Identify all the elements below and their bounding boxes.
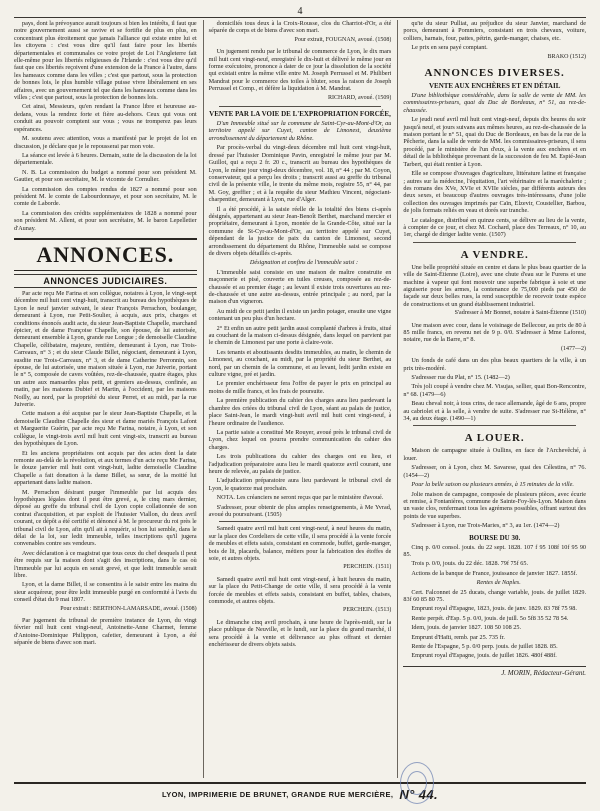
col1-last-paragraph: Par jugement du tribunal de première instance de Lyon, du vingt février mil huit cent vingt-neuf, Antoinette-Anne Charmet, femme d'Antoine-Dominique Philippon, cafetier, demeurant à Lyon, a été séparée de biens d'avec son mari. bbox=[14, 617, 197, 647]
judiciaire-paragraph: Avec déclaration à ce magistrat que tous ceux du chef desquels il peut être requis sur la maison dont s'agit des inscriptions, dans le cas où l'immeuble par lui acquis en serait grevé, et que ledit immeuble serait libre. bbox=[14, 549, 197, 579]
vente-subtitle: D'un Immeuble situé sur la commune de Saint-Cyr-au-Mont-d'Or, au territoire appelé sur Cuyet, canton de Limonest, deuxième arrondissement du département du Rhône. bbox=[208, 120, 392, 142]
diverses-paragraph: D'une bibliothèque considérable, dans la salle de vente de MM. les commissaires-priseurs, quai du Duc de Bordeaux, n° 51, au rez-de-chaussée. bbox=[403, 92, 587, 114]
vendre-paragraph: Une belle propriété située en centre et dans le plus beau quartier de la ville de Saint-Étienne (Loire), avec une chute d'eau sur le Furens et une machine à vapeur qui font mouvoir une superbe fabrique à soie et une aiguiserie pour les armes, la contenance de 75,000 pieds par 450 de façade sur deux belles rues, la rend susceptible de recevoir toute espèce de constructions et un grand établissement industriel. bbox=[403, 263, 587, 308]
library-stamp-icon bbox=[400, 762, 434, 804]
vente-heading: VENTE PAR LA VOIE DE L'EXPROPRIATION FORCÉE, bbox=[209, 110, 391, 119]
top-rule bbox=[14, 17, 586, 18]
columns bbox=[14, 20, 586, 778]
col2-paragraph: Un jugement rendu par le tribunal de commerce de Lyon, le dix mars mil huit cent vingt-neuf, enregistré le dix-huit et délivré le même jour en forme exécutoire, prononce à dater de ce jour la dissolution de la société qui existait entre la même ville entre M. Joseph Perrussel et M. Philibert Mandrat pour le commerce des toiles à bluter, sous la raison de Joseph Perrussel et Comp., et défère la liquidation à M. Mandrat. bbox=[208, 48, 392, 93]
col2-final-paragraph: Le dimanche cinq avril prochain, à une heure de l'après-midi, sur la place publique de Neuville, et le lundi, sur la place du grand marché, il sera procédé à la vente et délivrance au plus offrant et dernier enchérisseur de divers objets saisis. bbox=[208, 618, 392, 649]
vente-paragraph: 2° Et enfin un autre petit jardin aussi complanté d'arbres à fruits, situé au couchant de la maison ci-dessus désignée, dans lequel on parvient par le chemin de Limonest par une porte à claire-voie. bbox=[208, 324, 392, 347]
divider bbox=[413, 425, 576, 426]
vente-note: NOTA. Les créanciers ne seront reçus que par le ministère d'avoué. bbox=[216, 494, 384, 502]
judiciaires-heading: ANNONCES JUDICIAIRES. bbox=[14, 274, 197, 288]
page-number: 4 bbox=[297, 6, 303, 17]
bourse-line: Actions de la banque de France, jouissance de janvier 1827. 1855f. bbox=[411, 569, 578, 577]
col2-final-paragraph: Samedi quatre avril mil huit cent vingt-neuf, à neuf heures du matin, sur la place des Cordeliers de cette ville, il sera procédé à la vente forcée de meubles et effets saisis, consistant en commode, buffet, garde-manger, bois de lit, placards, balance, métiers pour la fabrication des étoffes de soie, et autres objets. bbox=[208, 525, 392, 562]
imprint-text: LYON, IMPRIMERIE DE BRUNET, GRANDE RUE MERCIÈRE, bbox=[161, 790, 394, 799]
bourse-line: Idem, jouis. de janvier 1827. 108 50 108 25. bbox=[411, 624, 521, 632]
newspaper-page bbox=[14, 6, 586, 804]
judiciaire-paragraph: Lyon, et la dame Billet, il se consentira à le saisir entre les mains du sieur acquéreur, pour être ledit immeuble purgé en conformité à l'avis du conseil d'état du 9 mai 1807. bbox=[14, 581, 197, 604]
imprint-line bbox=[14, 787, 586, 802]
vendre-paragraph: Une maison avec cour, dans le voisinage de Bellecour, au prix de 80 à 85 mille francs, en revenu net de 9 p. 0/0. S'adresser à Mme Laforest, notaire, rue de la Barre, n° 8. bbox=[403, 321, 587, 344]
judiciaire-paragraph: M. Perrachon désirant purger l'immeuble par lui acquis des hypothèques légales dont il peut être grevé, a, le cinq mars dernier, déposé au greffe du tribunal civil de Lyon copie collationnée de son contrat d'acquisition, et par exploit de l'huissier Viallon, du deux avril courant, ce dépôt a été certifié et dénoncé à M. le procureur du roi près le tribunal civil de Lyon, afin qu'il ait à requérir, si bon lui semble, dans le délai de la loi, sur ledit immeuble, telles inscriptions qu'il jugera convenables contre ses vendeurs. bbox=[14, 488, 197, 548]
col1-paragraph: Cet ainsi, Messieurs, qu'en rendant la France libre et heureuse au-dedans, vous la rendrez forte et fière au-dehors. Ceux qui vous ont conduit au pouvoir comptent sur vous ; vous ne tromperez pas leurs espérances. bbox=[14, 103, 197, 133]
column-2 bbox=[203, 20, 392, 778]
vente-paragraph: L'immeuble saisi consiste en une maison de maître construite en maçonnerie et pisé, couverte en tuiles creuses, composée au rez-de-chaussée et au premier étage ; au levant il existe trois ouvertures au rez-de-chaussée et une autre au-dessus, entrée principale ; au nord, par la maison d'un vigneron. bbox=[208, 268, 392, 306]
vente-paragraph: Désignation et confins de l'immeuble saisi : bbox=[249, 259, 359, 267]
louer-paragraph: Maison de campagne située à Oullins, en face de l'Archevêché, à louer. bbox=[403, 447, 587, 462]
vente-paragraph: Au midi de ce petit jardin il existe un jardin potager, ensuite une vigne contenant un peu plus d'un hectare. bbox=[208, 307, 392, 323]
judiciaire-signature: Pour extrait : BERTHON-LAMARSADE, avoué. (1508) bbox=[60, 605, 197, 612]
vendre-signature: S'adresser à Mr Bonnet, notaire à Saint-Étienne (1510) bbox=[454, 310, 587, 317]
vendre-paragraph: S'adresser rue du Plat, n° 15. (1482—2) bbox=[411, 374, 510, 382]
bourse-line: Emprunt d'Haïti, remb. par 25. 735 fr. bbox=[411, 633, 505, 641]
vente-paragraph: Les tenants et aboutissants desdits immeubles, au matin, le chemin de Limonest, au couchant, au midi, par la propriété du sieur Berthet, au nord, par un chemin de la commune, et au levant, ledit jardin existe en culture vigne, pré et jardin. bbox=[208, 348, 392, 379]
judiciaire-paragraph: Cette maison a été acquise par le sieur Jean-Baptiste Chapelle, et la demoiselle Claudine Chapelle des sieur et dame mariés François Lafont et Marguerite Guérin, par acte reçu Me Farina, notaire, à Lyon, et son collègue, le vingt-trois avril mil huit cent vingt-six, transcrit au bureau des hypothèques de Lyon. bbox=[14, 410, 197, 448]
bourse-line: Cinq p. 0/0 consol. jouis. du 22 sept. 1828. 107 f 95 108f 10f 95 90 85. bbox=[403, 543, 587, 558]
louer-paragraph: S'adresser, on à Lyon, chez M. Savarese, quai des Célestins, n° 76. (1454—2) bbox=[403, 464, 587, 479]
vendre-paragraph: Un fonds de café dans un des plus beaux quartiers de la ville, à un prix très-modéré. bbox=[403, 357, 587, 372]
divider bbox=[219, 521, 382, 522]
col2-signature: RICHARD, avoué. (1509) bbox=[328, 94, 392, 101]
col1-paragraph: La commission des comptes rendus de 1827 a nommé pour son président M. le comte de Labourdonnaye, et pour son secrétaire, M. le comte de Laborde. bbox=[14, 185, 197, 208]
col1-paragraph: La commission des crédits supplémentaires de 1828 a nommé pour son président M. Allent, et pour son secrétaire, M. le baron Lepelletier d'Aunay. bbox=[14, 209, 197, 232]
louer-paragraph: Pour la belle saison ou plusieurs années, à 15 minutes de la ville. bbox=[411, 481, 574, 489]
col2-final-signature: PERCHEIN. (1513) bbox=[343, 607, 392, 614]
col2-final-signature: PERCHEIN. (1511) bbox=[343, 564, 392, 571]
diverses-paragraph: Le catalogue, distribué en quinze cents, se délivre au lieu de la vente, à compter de ce jour, et chez M. Cochard, place des Terreaux, n° 10, au 1er, chargé de diriger ladite vente. (1507) bbox=[403, 216, 587, 239]
col2-final-paragraph: Samedi quatre avril mil huit cent vingt-neuf, à huit heures du matin, sur la place du Petit-Change de cette ville, il sera procédé à la vente forcée de meubles et effets saisis, consistant en buffet, tables, chaises, commode, et autres objets. bbox=[208, 575, 392, 606]
divider bbox=[219, 106, 382, 107]
vente-paragraph: Par procès-verbal du vingt-deux décembre mil huit cent vingt-huit, dressé par l'huissier Dominique Pavin, enregistré le même jour par M. Guillot, qui a reçu 2 fr. 20 c., transcrit au bureau des hypothèques de Lyon, le même jour vingt-deux décembre, vol. 18, n° 44 ; par M. Coyon, conservateur, qui a perçu les droits ; transcrit aussi au greffe du tribunal civil de la présente ville, le trente du même mois, registre 55, n° 44, par M. Goy, greffier ; et à la requête du sieur Mathieu Vincent, négociant-charpentier, demeurant à Lyon, rue d'Alger. bbox=[208, 144, 392, 204]
col3-paragraph: qu'te du sieur Pulliat, au préjudice du sieur Janvier, marchand de porcs, demeurant à Pommiers, consistant en trois chevaux, voiture, colliers, harnais, four, pattes, pétrin, garde-manger, chaises, etc. bbox=[403, 20, 587, 42]
col3-signature: BRAKO (1512) bbox=[547, 53, 587, 60]
bourse-line: Cert. Falconnet de 25 ducats, change variable, jouis. de juillet 1829. 83f 60 85 80 75. bbox=[403, 588, 587, 603]
vente-paragraph: Il a été procédé, à la saisie réelle de la totalité des biens ci-après désignés, appartenant au sieur Jean-Benoît Berthet, marchand mercier et propriétaire, demeurant à Lyon, montée de la Grande-Côte, situé sur la commune de St-Cyr-au-Mont-d'Or, au territoire appelé sur Cuyet, dépendant de la justice de paix du canton de Limonest, second arrondissement du département du Rhône, l'immeuble saisi se compose de divers objets détaillés ci-après. bbox=[208, 205, 392, 257]
bourse-line: Rentes de Naples. bbox=[476, 579, 521, 587]
vente-paragraph: La première publication du cahier des charges aura lieu pardevant la chambre des criées du tribunal civil de Lyon, séant au palais de justice, place Saint-Jean, le mardi vingt-huit avril mil huit cent vingt-neuf, à l'heure ordinaire de l'audience. bbox=[208, 397, 392, 427]
annonces-heading: ANNONCES. bbox=[14, 238, 197, 271]
louer-paragraph: S'adresser à Lyon, rue Trois-Maries, n° 3, au 1er. (1474—2) bbox=[411, 522, 560, 530]
diverses-paragraph: Elle se compose d'ouvrages d'agriculture, littérature latine et française ; autres sur la médecine, l'équitation, l'art vétérinaire et la maréchalerie ; des romans des XVe, XVIe et XVIIe siècles, par différents auteurs des deux sexes, et beaucoup d'autres ouvrages très-intéressans, d'une jolie collection des ouvrages imprimés par Caïn, Elzevir, Coustellier, Barbou, de jolis formats reliés en veau et dorés sur tranche. bbox=[403, 170, 587, 215]
judiciaire-paragraph: Par acte reçu Me Farina et son collègue, notaires à Lyon, le vingt-sept décembre mil huit cent vingt-huit, transcrit au bureau des hypothèques de Lyon le neuf janvier suivant, le sieur François Perrachon, boulanger, demeurant à Lyon, rue Petit-Soulier, à acquis, aux prix, charges et conditions énoncés audit acte, du sieur Jean-Baptiste Chapelle, marchand épicier, et de dame Françoise Chapelle, son épouse, de lui autorisée, demeurant ensemble à Lyon, grande rue Longue ; de demoiselle Claudine Chapelle, célibataire, majeure, rentière, demeurant à Lyon, rue Trois-Carreaux, n° 3 ; et du sieur Claude Billet, négociant, demeurant à Lyon, susdite rue Trois-Carreaux, n° 3, et de dame Catherine Perronnin, son épouse, de lui autorisée, une maison située à Lyon, rue Juiverie, portant le n° 5, composée de caves voûtées, rez-de-chaussée, quatre étages, plus un autre aux mansardes plus petit, et greniers au-dessus, confinée, au matin, par les maisons Dubief et Martin, à l'occident, par les maisons Noilly, au nord, par la propriété du sieur Perret, et au midi, par la rue Juiverie. bbox=[14, 289, 197, 409]
judiciaire-paragraph: Et les anciens propriétaires ont acquis par des actes dont la date remonte au-delà de la révolution, et aux termes d'un acte reçu Me Farina, le douze janvier mil huit cent vingt-huit, ladite demoiselle Claudine Chapelle a fait donation à la dame Billet, sa sœur, de la moitié lui appartenant dans ladite maison. bbox=[14, 449, 197, 487]
divider bbox=[413, 242, 576, 243]
column-1 bbox=[14, 20, 197, 778]
editor-signature: J. MORIN, Rédacteur-Gérant. bbox=[403, 666, 586, 677]
vente-note: S'adresser, pour obtenir de plus amples renseignements, à Me Yvrad, avoué du poursuivant. (1505) bbox=[208, 503, 392, 518]
col1-paragraph: M. soutenu avec attention, vous a manifesté par le projet de loi en discussion, je déclare que je le repousserai par mon vote. bbox=[14, 135, 197, 150]
louer-heading: A LOUER. bbox=[464, 432, 525, 445]
bottom-rule bbox=[14, 782, 586, 784]
imprint-number: N° 44. bbox=[399, 787, 439, 802]
column-3 bbox=[397, 20, 586, 778]
vendre-heading: A VENDRE. bbox=[460, 248, 529, 261]
col1-paragraph: La séance est levée à 6 heures. Demain, suite de la discussion de la loi départementale. bbox=[14, 151, 197, 167]
vente-paragraph: Les trois publications du cahier des charges ont eu lieu, et l'adjudication préparatoire aura lieu le mardi quatorze avril courant, une heure de relevée, au palais de justice. bbox=[208, 453, 392, 475]
col2-signature: Pour extrait, FOUGNAN, avoué. (1508) bbox=[294, 36, 392, 43]
bourse-line: Trois p. 0/0, jouis. du 22 déc. 1828. 79f 75f 65. bbox=[411, 560, 528, 568]
bourse-line: Emprunt royal d'Espagne, jouis. de juillet 1826. 480f 488f. bbox=[411, 652, 557, 660]
bourse-line: Emprunt royal d'Espagne, 1823, jouis. de janv. 1829. 83 78f 75 98. bbox=[411, 605, 577, 613]
diverses-paragraph: Le jeudi neuf avril mil huit cent vingt-neuf, depuis dix heures du soir jusqu'à neuf, et jours suivans aux mêmes heures, au rez-de-chaussée de la maison portant le n° 51, quai du Duc de Bordeaux, en bas de la rue de la Pêcherie, dans la salle de vente de MM. les commissaires-priseurs, il sera procédé, par le ministère de l'un d'eux, à la vente aux enchères et en détail de la bibliothèque provenant de la succession de feu M. Espié-Jean Tarbert, qui était rentier à Lyon. bbox=[403, 116, 587, 168]
bourse-line: Rente de l'Espagne, 5 p. 0/0 perp. jouis. de juillet 1828. 85. bbox=[411, 643, 558, 650]
bourse-line: Rente perpét. d'Esp. 5 p. 0/0, jouis. de juill. 5o 5f8 35 52 78 54. bbox=[411, 614, 569, 622]
col2-paragraph: domiciliés tous deux à la Croix-Rousse, clos du Charriot-d'Or, a été séparée de corps et de biens d'avec son mari. bbox=[208, 20, 392, 35]
vendre-paragraph: Très joli coupé à vendre chez M. Visujas, sellier, quai Bon-Rencontre, n° 68. (1479—6) bbox=[403, 383, 587, 398]
vente-paragraph: L'adjudication préparatoire aura lieu pardevant le tribunal civil de Lyon, le quatorze mai prochain. bbox=[208, 477, 392, 492]
vente-paragraph: La partie saisie a constitué Me Rouyer, avoué près le tribunal civil de Lyon, chez lequel on pourra prendre communication du cahier des charges. bbox=[208, 428, 392, 451]
bourse-heading: BOURSE DU 30. bbox=[469, 533, 521, 542]
col1-paragraph: N. B. La commission du budget a nommé pour son président M. Gautier, et pour son secrétaire, M. le vicomte de Cornulier. bbox=[14, 168, 197, 184]
vendre-paragraph: Beau cheval noir, à tous crins, de race allemande, âgé de 6 ans, propre au cabriolet et à la selle, à vendre de suite. S'adresser rue St-Hélène, n° 34, au deux étage. (1490—1) bbox=[403, 400, 587, 423]
col3-paragraph: Le prix en sera payé comptant. bbox=[411, 44, 488, 52]
diverses-heading: ANNONCES DIVERSES. bbox=[424, 67, 565, 80]
col1-paragraph: pays, dont la prévoyance aurait toujours si bien les intérêts, il faut que notre gouvernement aussi se ravive et se fortifie de plus en plus, en concentrant plus étroitement que jamais l'alliance qui existe entre lui et les citoyens : c'est vous dire qu'il faut faire pour les libertés départementales et communales ce votre projet de Loi l'Angleterre fait elle-même pour les libertés religieuses de l'Irlande : c'est vous dire qu'il faut que ces libertés reçoivent d'une extension de la France à l'autre, dans les hameaux comme dans les villes ; c'est que partout, sous la protection de bonnes lois, le plus humble village puisse vivre libéralement en ses affaires, avec un gouvernement tel que dans les hameaux comme dans les villes ; c'est que partout, sous la protection de bonnes lois. bbox=[14, 20, 197, 102]
vendre-signature: (1477—2) bbox=[561, 345, 587, 352]
vente-paragraph: Le premier enchérisseur fera l'offre de payer le prix en principal au moins de mille francs, et les frais de poursuite. bbox=[208, 380, 392, 395]
louer-paragraph: Jolie maison de campagne, composée de plusieurs pièces, avec écurie et remise, à Fontanières, commune de Sainte-Foy-lès-Lyon. Maison dans un vaste clos, renfermant tous les agrémens possibles, offrant surtout des points de vue superbes. bbox=[403, 490, 587, 520]
diverses-subheading: VENTE AUX ENCHÈRES ET EN DÉTAIL bbox=[428, 82, 561, 91]
